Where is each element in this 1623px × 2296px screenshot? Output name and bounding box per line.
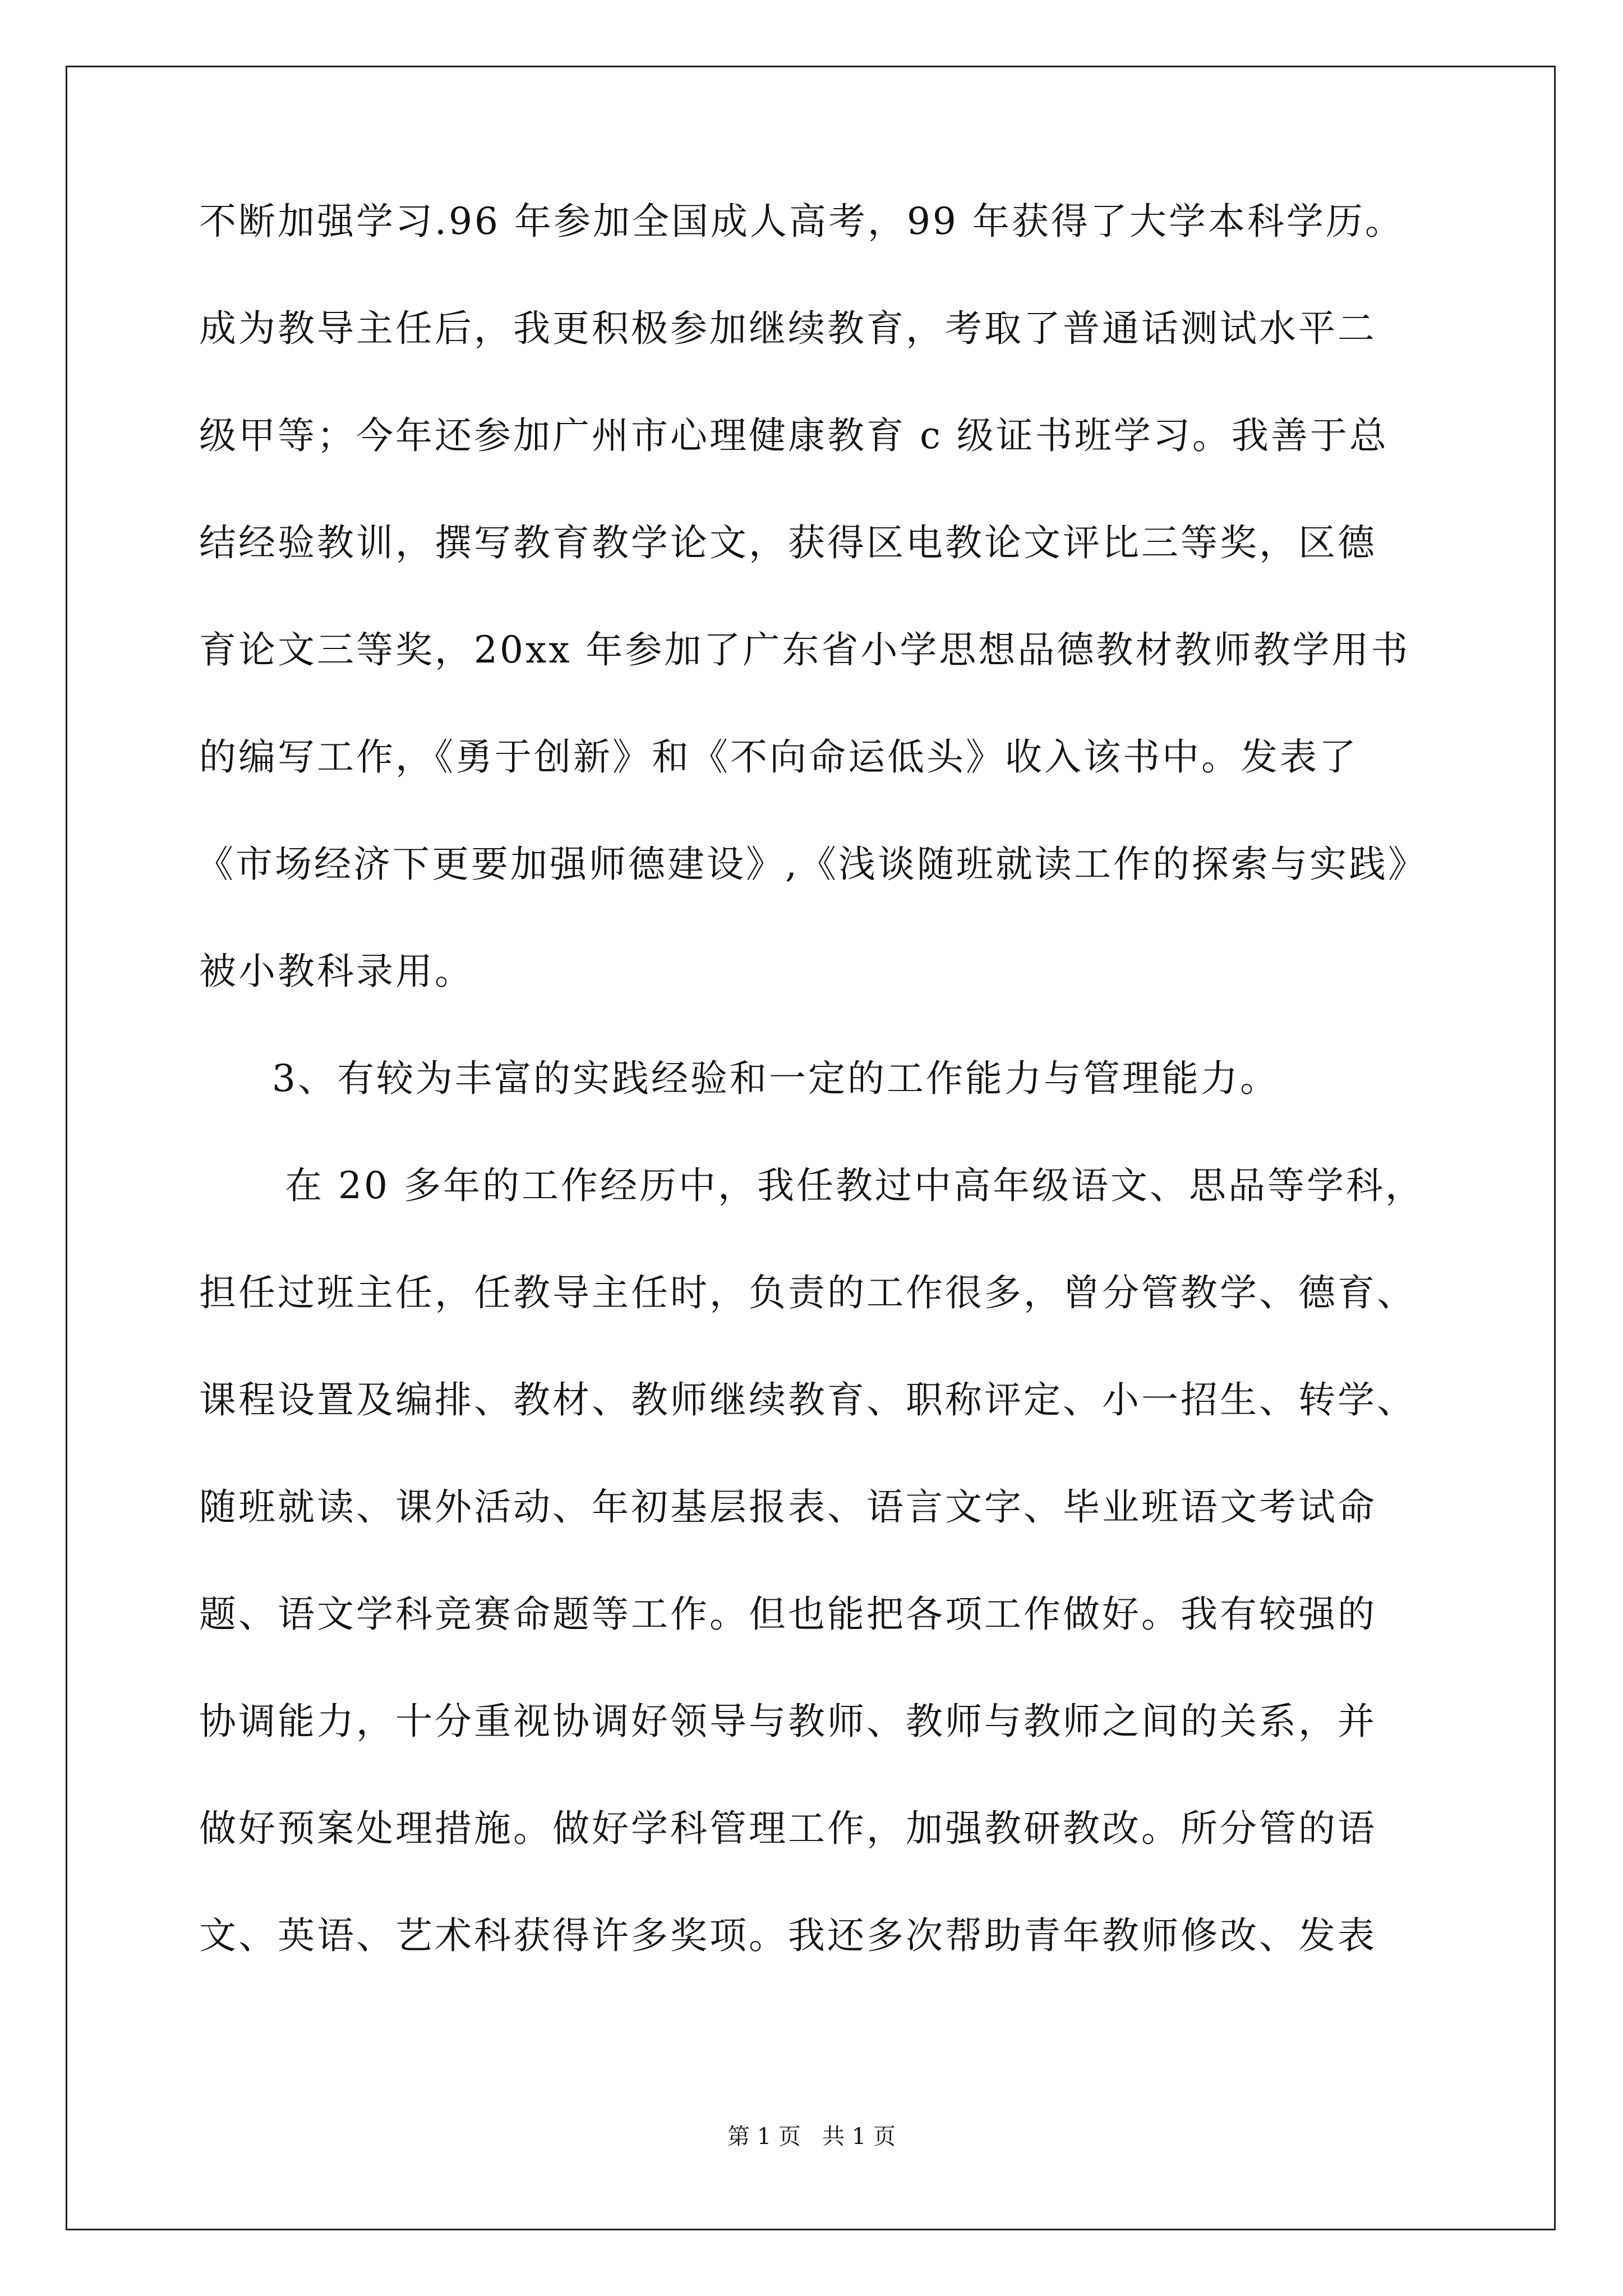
text-line: 成为教导主任后，我更积极参加继续教育，考取了普通话测试水平二	[199, 307, 1377, 350]
text-line: 不断加强学习.96 年参加全国成人高考，99 年获得了大学本科学历。	[199, 200, 1404, 243]
text-line: 文、英语、艺术科获得许多奖项。我还多次帮助青年教师修改、发表	[199, 1914, 1377, 1957]
text-line: 《市场经济下更要加强师德建设》,《浅谈随班就读工作的探索与实践》	[196, 843, 1427, 886]
text-line: 做好预案处理措施。做好学科管理工作，加强教研教改。所分管的语	[199, 1807, 1377, 1850]
page-border	[66, 66, 1556, 2230]
paragraph-first-line: 在 20 多年的工作经历中，我任教过中高年级语文、思品等学科，	[285, 1164, 1424, 1207]
text-line: 级甲等；今年还参加广州市心理健康教育 c 级证书班学习。我善于总	[199, 414, 1389, 457]
page-number-footer: 第 1 页 共 1 页	[727, 2124, 896, 2150]
numbered-heading: 3、有较为丰富的实践经验和一定的工作能力与管理能力。	[272, 1057, 1279, 1100]
text-line: 被小教科录用。	[199, 950, 474, 993]
text-line: 结经验教训，撰写教育教学论文，获得区电教论文评比三等奖，区德	[199, 521, 1377, 564]
text-line: 课程设置及编排、教材、教师继续教育、职称评定、小一招生、转学、	[199, 1378, 1416, 1421]
text-line: 随班就读、课外活动、年初基层报表、语言文字、毕业班语文考试命	[199, 1485, 1377, 1529]
text-line: 题、语文学科竞赛命题等工作。但也能把各项工作做好。我有较强的	[199, 1593, 1377, 1636]
text-line: 的编写工作，《勇于创新》和《不向命运低头》收入该书中。发表了	[199, 735, 1358, 779]
text-line: 协调能力，十分重视协调好领导与教师、教师与教师之间的关系，并	[199, 1700, 1377, 1743]
text-line: 担任过班主任，任教导主任时，负责的工作很多，曾分管教学、德育、	[199, 1271, 1416, 1314]
text-line: 育论文三等奖，20xx 年参加了广东省小学思想品德教材教师教学用书	[199, 628, 1410, 671]
